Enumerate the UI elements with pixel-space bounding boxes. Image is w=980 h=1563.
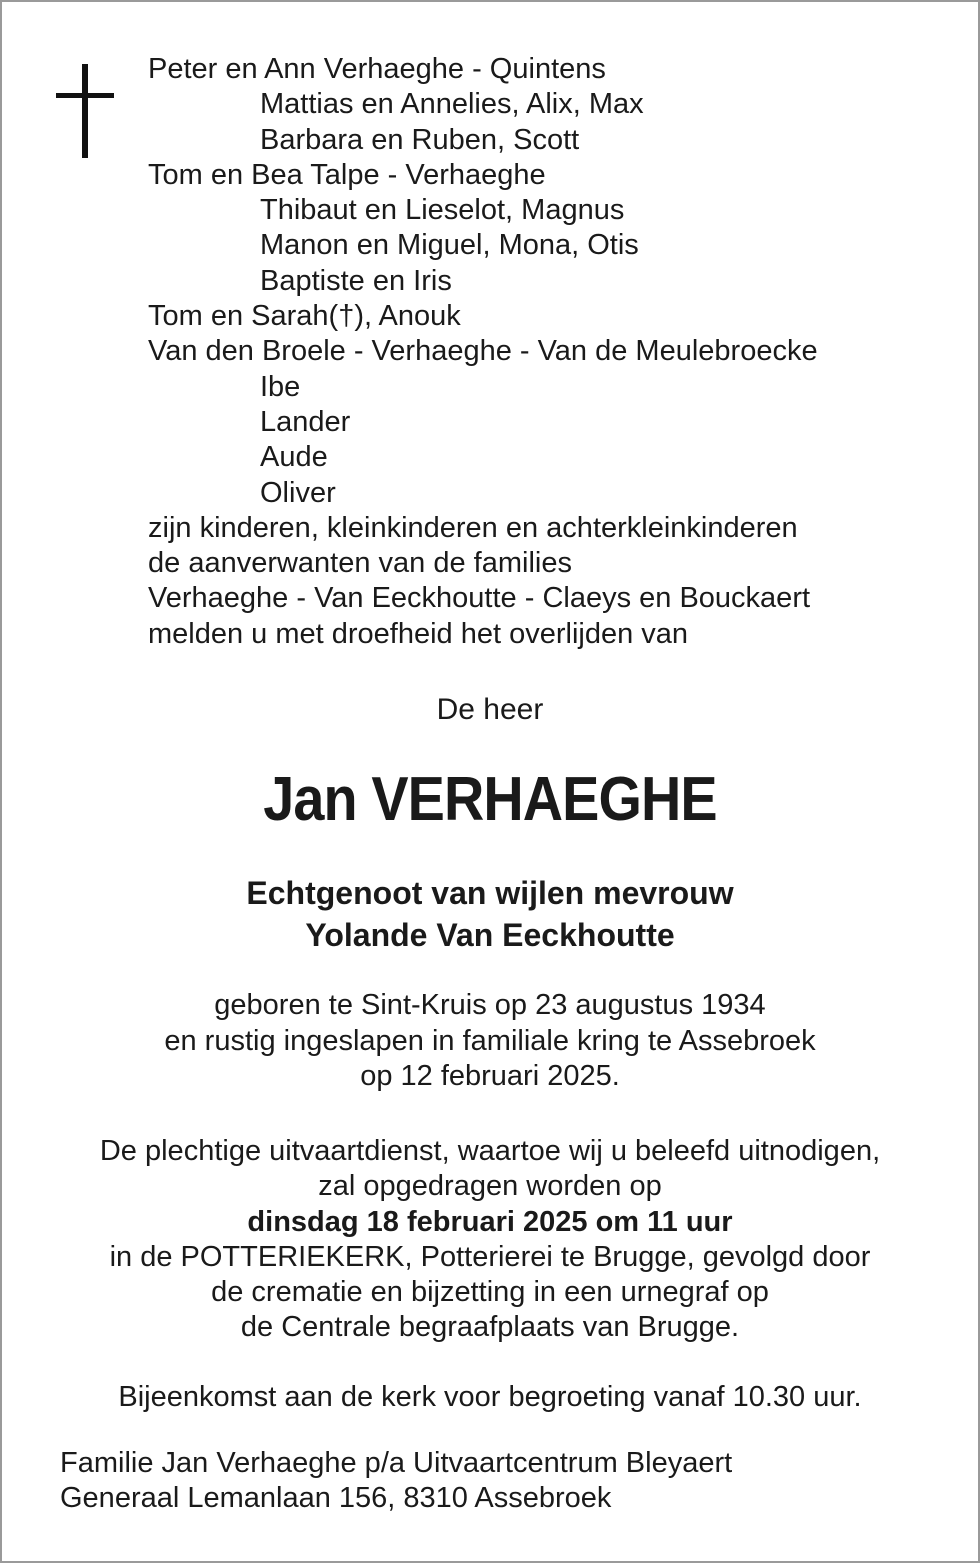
family-line: Baptiste en Iris (260, 264, 452, 297)
family-line: Lander (260, 405, 351, 438)
spouse-line-2: Yolande Van Eeckhoutte (305, 917, 675, 953)
contact-line-1: Familie Jan Verhaeghe p/a Uitvaartcentrum Bleyaert (60, 1447, 733, 1479)
family-line: Ibe (260, 370, 301, 403)
death-line: en rustig ingeslapen in familiale kring te Assebroek (164, 1024, 816, 1057)
family-list (148, 52, 948, 652)
family-line: Van den Broele - Verhaeghe - Van de Meulebroecke (148, 335, 818, 368)
family-line: de aanverwanten van de families (148, 547, 572, 580)
cross-icon (56, 64, 114, 158)
family-line: Tom en Bea Talpe - Verhaeghe (148, 158, 546, 191)
spouse-line-1: Echtgenoot van wijlen mevrouw (246, 875, 734, 911)
gathering-note: Bijeenkomst aan de kerk voor begroeting vanaf 10.30 uur. (118, 1381, 862, 1413)
family-line: Manon en Miguel, Mona, Otis (260, 229, 639, 262)
service-line-2: zal opgedragen worden op (318, 1170, 662, 1203)
service-line-5: de crematie en bijzetting in een urnegraf op (211, 1276, 769, 1309)
family-line: Tom en Sarah(†), Anouk (148, 300, 461, 333)
family-line: zijn kinderen, kleinkinderen en achterkleinkinderen (148, 511, 798, 544)
family-line: Barbara en Ruben, Scott (260, 123, 580, 156)
service-line-1: De plechtige uitvaartdienst, waartoe wij u beleefd uitnodigen, (99, 1135, 881, 1167)
contact-address (60, 1446, 732, 1516)
funeral-service (20, 1134, 960, 1346)
family-line: melden u met droefheid het overlijden van (148, 617, 689, 650)
service-line-4: in de POTTERIEKERK, Potterierei te Brugge, gevolgd door (109, 1240, 871, 1273)
birth-line: geboren te Sint-Kruis op 23 augustus 1934 (214, 989, 766, 1021)
deceased-name: Jan VERHAEGHE (263, 765, 717, 834)
family-line: Aude (260, 441, 328, 474)
death-date-line: op 12 februari 2025. (360, 1060, 620, 1092)
family-line: Thibaut en Lieselot, Magnus (260, 194, 625, 227)
birth-death-dates (40, 988, 940, 1095)
family-line: Verhaeghe - Van Eeckhoutte - Claeys en Bouckaert (148, 582, 811, 615)
deceased-title: De heer (436, 693, 544, 726)
service-line-6: de Centrale begraafplaats van Brugge. (240, 1311, 740, 1344)
service-datetime: dinsdag 18 februari 2025 om 11 uur (247, 1205, 733, 1238)
family-line: Oliver (260, 476, 336, 509)
contact-line-2: Generaal Lemanlaan 156, 8310 Assebroek (60, 1482, 612, 1514)
family-line: Peter en Ann Verhaeghe - Quintens (148, 53, 606, 85)
spouse-info (40, 872, 940, 956)
family-line: Mattias en Annelies, Alix, Max (260, 88, 644, 121)
